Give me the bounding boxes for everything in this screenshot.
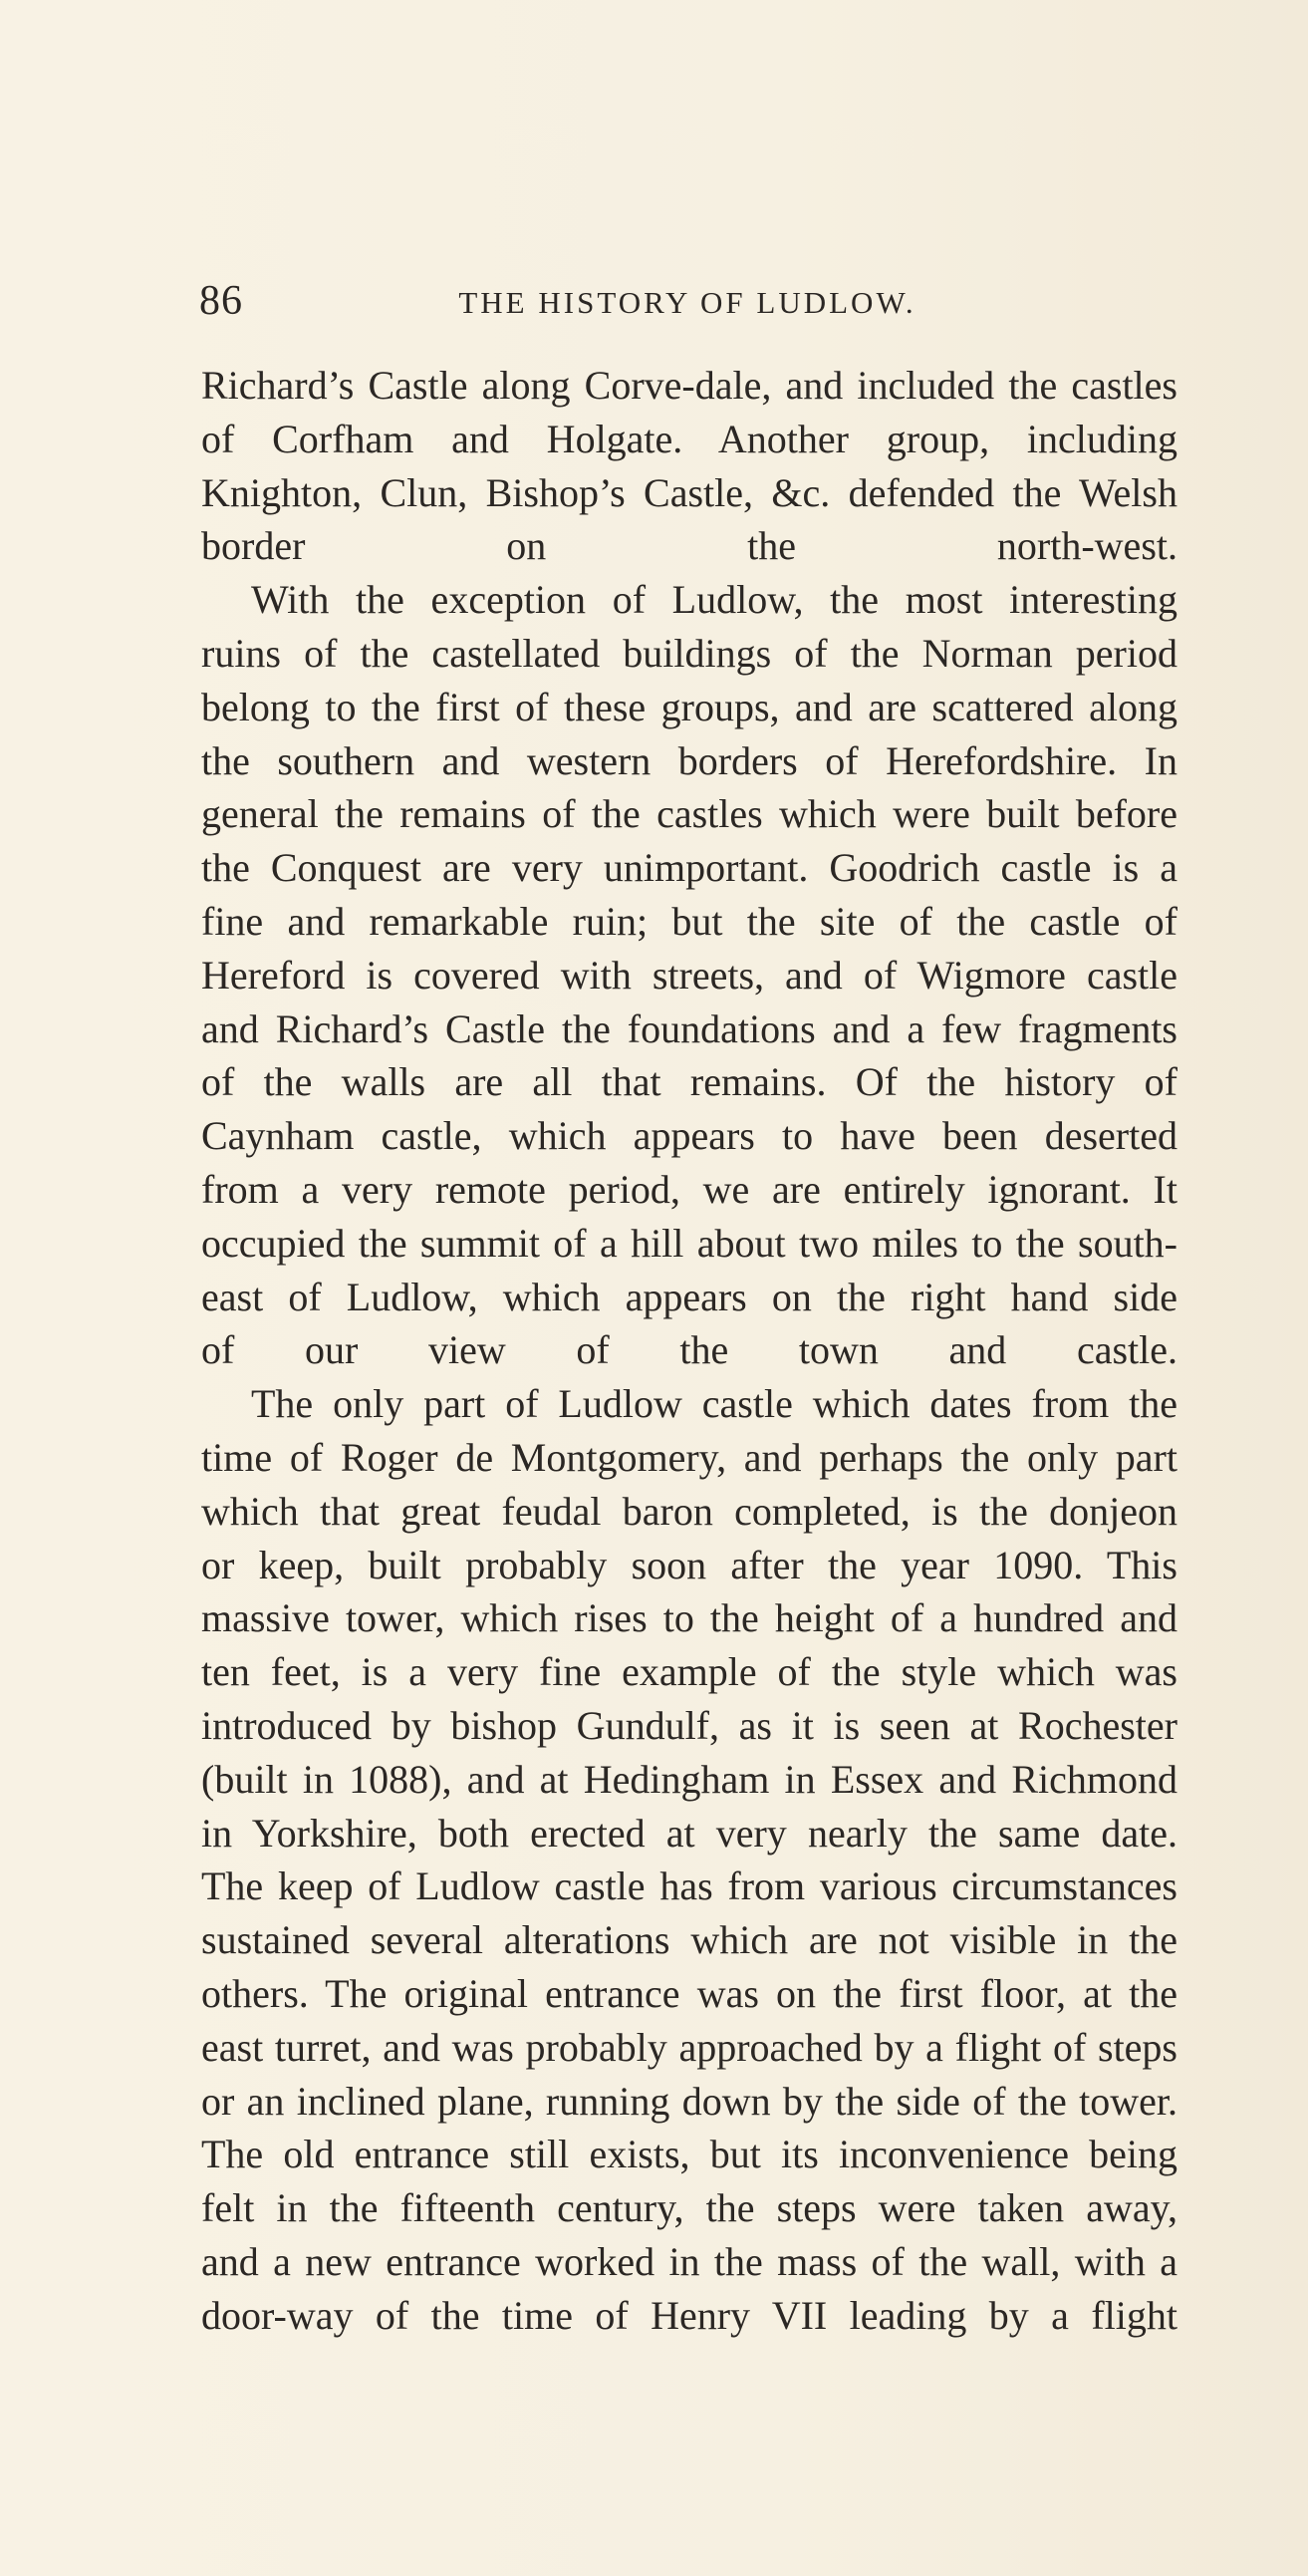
text-line: general the remains of the castles which were built before <box>201 791 1177 837</box>
text-line: Caynham castle, which appears to have been deserted <box>201 1113 1177 1159</box>
text-line: Knighton, Clun, Bishop’s Castle, &c. defended the Welsh <box>201 469 1177 515</box>
text-line: east turret, and was probably approached by a flight of steps <box>201 2024 1177 2070</box>
text-line: and Richard’s Castle the foundations and a few fragments <box>201 1005 1177 1051</box>
text-line: The keep of Ludlow castle has from various circumstances <box>201 1863 1177 1909</box>
text-line: With the exception of Ludlow, the most interesting <box>251 577 1177 623</box>
text-line: or an inclined plane, running down by the side of the tower. <box>201 2078 1177 2124</box>
text-line: felt in the fifteenth century, the steps were taken away, <box>201 2185 1177 2231</box>
running-head <box>199 277 1176 337</box>
text-line: in Yorkshire, both erected at very nearly the same date. <box>201 1810 1177 1856</box>
running-head-title: THE HISTORY OF LUDLOW. <box>458 285 916 320</box>
text-line: Hereford is covered with streets, and of Wigmore castle <box>201 952 1177 998</box>
text-line: (built in 1088), and at Hedingham in Essex and Richmond <box>201 1756 1177 1802</box>
text-line: sustained several alterations which are not visible in the <box>201 1917 1177 1963</box>
text-line: belong to the first of these groups, and are scattered along <box>201 684 1177 729</box>
text-line: of our view of the town and castle. <box>201 1327 1177 1373</box>
text-line: the Conquest are very unimportant. Goodrich castle is a <box>201 845 1177 891</box>
text-line: Richard’s Castle along Corve-dale, and included the castles <box>201 363 1177 408</box>
text-line: and a new entrance worked in the mass of the wall, with a <box>201 2238 1177 2284</box>
text-line: massive tower, which rises to the height of a hundred and <box>201 1595 1177 1641</box>
text-line: door-way of the time of Henry VII leading by a flight <box>201 2292 1177 2338</box>
text-line: occupied the summit of a hill about two miles to the south- <box>201 1220 1177 1266</box>
body-text <box>201 359 1177 2342</box>
text-line: of Corfham and Holgate. Another group, including <box>201 416 1177 461</box>
text-line: the southern and western borders of Herefordshire. In <box>201 737 1177 783</box>
text-line: time of Roger de Montgomery, and perhaps the only part <box>201 1434 1177 1480</box>
text-line: which that great feudal baron completed, is the donjeon <box>201 1488 1177 1534</box>
text-line: east of Ludlow, which appears on the right hand side <box>201 1274 1177 1319</box>
text-line: fine and remarkable ruin; but the site of the castle of <box>201 898 1177 944</box>
text-line: ruins of the castellated buildings of the Norman period <box>201 630 1177 676</box>
text-line: introduced by bishop Gundulf, as it is seen at Rochester <box>201 1702 1177 1748</box>
text-line: of the walls are all that remains. Of the history of <box>201 1059 1177 1105</box>
text-line: from a very remote period, we are entirely ignorant. It <box>201 1166 1177 1212</box>
text-line: ten feet, is a very fine example of the style which was <box>201 1649 1177 1695</box>
text-line: or keep, built probably soon after the year 1090. This <box>201 1542 1177 1587</box>
text-line: The only part of Ludlow castle which dates from the <box>251 1381 1177 1427</box>
text-line: The old entrance still exists, but its inconvenience being <box>201 2132 1177 2177</box>
page-number: 86 <box>199 278 243 324</box>
text-line: others. The original entrance was on the first floor, at the <box>201 1970 1177 2016</box>
text-line: border on the north-west. <box>201 523 1177 569</box>
